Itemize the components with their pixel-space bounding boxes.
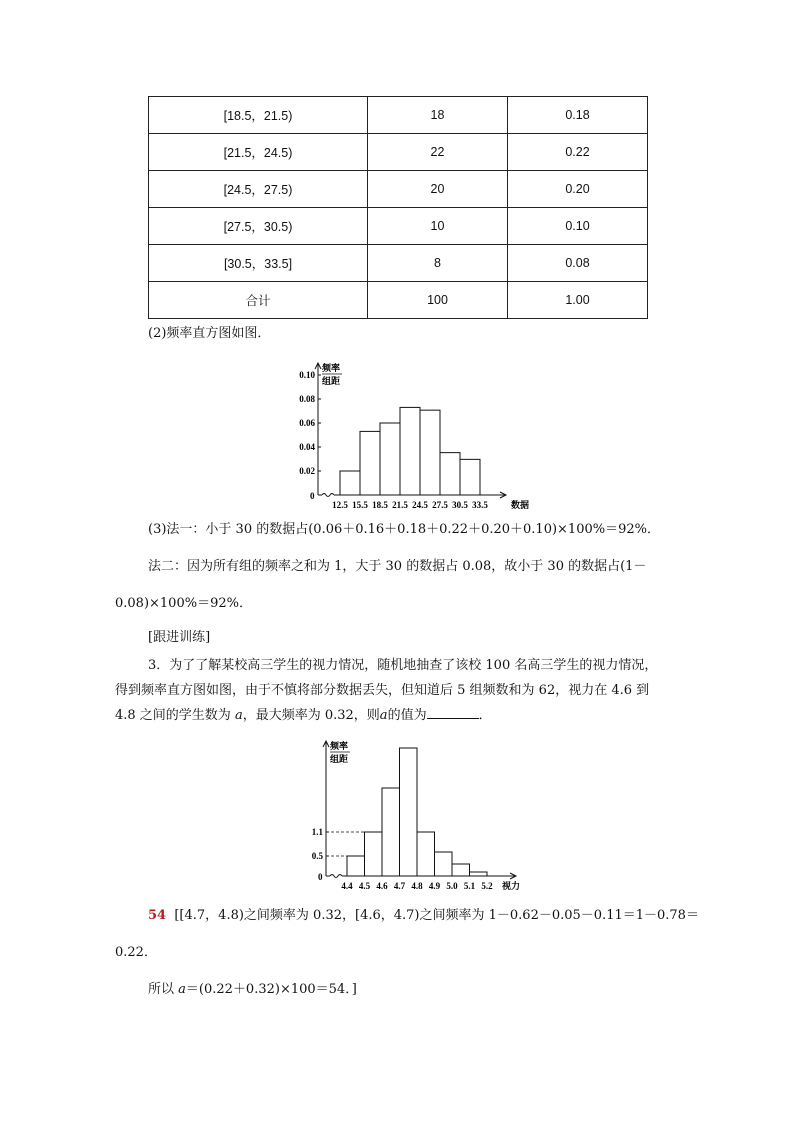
table-row [149, 171, 648, 208]
part3-method2-cont: 0.08)×100%＝92%． [115, 596, 252, 611]
question-line-3 [115, 706, 492, 726]
follow-up-header: [跟进训练] [148, 630, 211, 645]
table-cell-frequency: 0.18 [508, 97, 648, 134]
y-tick-label: 0.10 [299, 370, 315, 380]
histogram-bar [470, 872, 488, 876]
table-cell-group: [30.5，33.5] [149, 245, 368, 282]
histogram-data-chart [288, 355, 548, 515]
table-cell-count: 10 [368, 208, 508, 245]
histogram-bar [382, 788, 400, 876]
table-row [149, 245, 648, 282]
y-label-denominator: 组距 [330, 754, 349, 764]
table-cell-frequency: 1.00 [508, 282, 648, 319]
answer-blank [427, 706, 479, 719]
x-axis-label: 数据 [510, 500, 530, 510]
x-tick-label: 5.0 [446, 881, 458, 891]
y-tick-label: 1.1 [311, 827, 323, 837]
x-tick-label: 5.2 [481, 881, 493, 891]
y-label-numerator: 频率 [330, 741, 349, 751]
question-text-a: 4.8 之间的学生数为 [115, 708, 235, 723]
histogram-bar [420, 410, 440, 495]
x-tick-label: 12.5 [332, 500, 348, 510]
x-tick-label: 15.5 [352, 500, 368, 510]
answer-line-1 [148, 906, 699, 926]
table-cell-count: 8 [368, 245, 508, 282]
origin-label: 0 [318, 872, 323, 882]
x-tick-label: 4.7 [393, 881, 406, 891]
question-var-a-2: a [379, 708, 388, 723]
table-row [149, 282, 648, 319]
x-tick-label: 27.5 [432, 500, 448, 510]
part2-text: (2)频率直方图如图． [148, 326, 271, 341]
x-tick-label: 21.5 [392, 500, 408, 510]
histogram-bar [400, 748, 418, 876]
answer-explanation: [[4.7，4.8)之间频率为 0.32，[4.6，4.7)之间频率为 1－0.62－0.05－0.11＝1－0.78＝ [174, 908, 699, 923]
y-tick-label: 0.06 [299, 418, 315, 428]
histogram-bar [452, 864, 470, 876]
question-var-a: a [234, 708, 243, 723]
histogram-bar [380, 423, 400, 495]
x-tick-label: 4.5 [358, 881, 371, 891]
table-cell-count: 18 [368, 97, 508, 134]
histogram-vision-chart [300, 733, 540, 893]
table-cell-frequency: 0.22 [508, 134, 648, 171]
histogram-bar [347, 856, 365, 876]
answer-line-2: 0.22． [115, 945, 157, 960]
x-axis-break [322, 494, 334, 497]
question-line-2: 得到频率直方图如图，由于不慎将部分数据丢失，但知道后 5 组频数和为 62，视力在 4.6 到 [115, 683, 650, 698]
y-label-denominator: 组距 [322, 376, 341, 386]
table-cell-group: [27.5，30.5) [149, 208, 368, 245]
x-axis-break [330, 875, 342, 878]
table-cell-count: 100 [368, 282, 508, 319]
question-line-1: 3．为了了解某校高三学生的视力情况，随机地抽查了该校 100 名高三学生的视力情况， [148, 658, 658, 673]
histogram-bar [460, 459, 480, 495]
histogram-bar [417, 832, 435, 876]
question-text-c: 的值为 [387, 708, 427, 723]
table-cell-frequency: 0.08 [508, 245, 648, 282]
table-cell-frequency: 0.20 [508, 171, 648, 208]
x-tick-label: 4.4 [341, 881, 353, 891]
y-tick-label: 0.04 [299, 442, 315, 452]
table-cell-count: 22 [368, 134, 508, 171]
table-row [149, 208, 648, 245]
question-text-b: ，最大频率为 0.32，则 [242, 708, 380, 723]
answer-var-a: a [178, 982, 186, 997]
answer-value: 54 [148, 908, 167, 923]
x-tick-label: 4.8 [411, 881, 423, 891]
y-label-numerator: 频率 [322, 363, 341, 373]
table-cell-frequency: 0.10 [508, 208, 648, 245]
table-cell-group: 合计 [149, 282, 368, 319]
table-row [149, 97, 648, 134]
histogram-bar [360, 431, 380, 495]
histogram-bar [440, 453, 460, 495]
x-tick-label: 33.5 [472, 500, 488, 510]
histogram-bar [340, 471, 360, 495]
table-cell-group: [24.5，27.5) [149, 171, 368, 208]
x-axis-label: 视力 [501, 881, 521, 891]
table-cell-group: [21.5，24.5) [149, 134, 368, 171]
frequency-table [148, 96, 648, 319]
histogram-bar [400, 407, 420, 495]
part3-method2: 法二：因为所有组的频率之和为 1，大于 30 的数据占 0.08，故小于 30 的数据占(1－ [148, 559, 647, 574]
table-row [149, 134, 648, 171]
x-tick-label: 4.6 [376, 881, 388, 891]
table-cell-group: [18.5，21.5) [149, 97, 368, 134]
y-tick-label: 0.5 [311, 851, 323, 861]
question-end: ． [478, 708, 492, 723]
answer-line-3 [148, 980, 357, 1000]
y-tick-label: 0.02 [299, 466, 315, 476]
y-tick-label: 0.08 [299, 394, 315, 404]
x-tick-label: 4.9 [428, 881, 441, 891]
histogram-bar [435, 852, 453, 876]
answer-text-a: 所以 [148, 982, 179, 997]
origin-label: 0 [310, 491, 315, 501]
x-tick-label: 30.5 [452, 500, 468, 510]
histogram-bar [365, 832, 383, 876]
x-tick-label: 18.5 [372, 500, 388, 510]
x-tick-label: 5.1 [463, 881, 476, 891]
part3-method1: (3)法一：小于 30 的数据占(0.06＋0.16＋0.18＋0.22＋0.20＋0.10)×100%＝92%． [148, 522, 660, 537]
answer-text-b: ＝(0.22＋0.32)×100＝54．] [185, 982, 357, 997]
x-tick-label: 24.5 [412, 500, 428, 510]
table-cell-count: 20 [368, 171, 508, 208]
